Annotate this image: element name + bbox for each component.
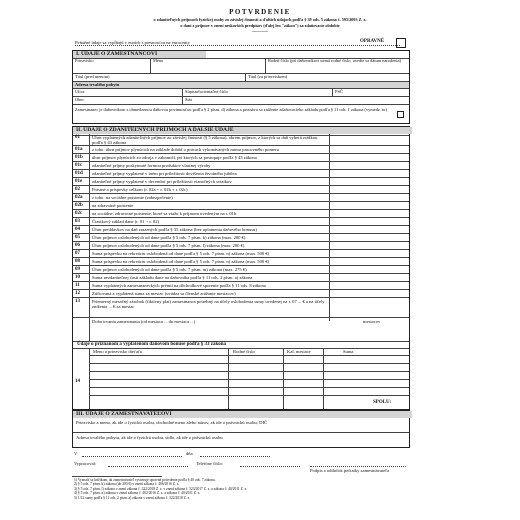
section-income [72,126,410,410]
income-row [73,242,409,250]
psc-field[interactable]: PSČ [333,89,409,97]
footnote-3: 3) § 5 ods. 7 písm. l) zákona v znení zákona č. 322/2018 Z. z. v znení zákona č. 523/2017 Z. z. a zákona č. 40/2011 Z. z. [74,486,248,491]
income-row [73,134,409,146]
row-value-field[interactable] [330,134,409,145]
currency-note: Peňažné údaje sa vypĺňajú v eurách s presnosťou na eurocenty [75,40,190,45]
income-row [73,234,409,242]
row-text: Suma príspevku na rekreáciu oslobodená od dane podľa § 5 ods. 7 písm. n) zákona (max. 500 €) [92,251,270,256]
row-number: 02 [75,187,80,192]
row-value-field[interactable] [330,274,409,281]
row-number: 01d [75,171,83,176]
row-value-field[interactable] [330,282,409,289]
row-value-field[interactable] [330,210,409,217]
row-text: Úhrn príjmov oslobodených od dane podľa § 5 ods. 7 písm. m) zákona (max. 275 €) [92,267,247,272]
row13-unit: mesiacov [363,319,381,324]
row-number: 11 [75,283,80,288]
row-number: 02a [75,195,83,200]
employer-name-field[interactable]: Priezvisko a meno, ak ide o fyzickú osobu, obchodné meno alebo názov, ak ide o právnickú osobu; DIČ [76,420,268,425]
row-value-field[interactable] [330,234,409,241]
place-field[interactable] [82,456,182,457]
row-number: 04 [75,227,80,232]
income-row [73,146,409,154]
address-heading: Adresa trvalého pobytu [73,82,409,89]
corrective-label: OPRAVNÉ [360,39,385,44]
bonus-col-months: Kal. mesiace [287,349,311,354]
row-text: z toho: na sociálne poistenie (zabezpečenie) [92,195,173,200]
row-number: 06 [75,243,80,248]
row-value-field[interactable] [330,194,409,201]
row-value-field[interactable] [330,202,409,209]
row-number: 13 [75,299,80,304]
section-employee [72,50,410,124]
row-value-field[interactable] [330,298,409,317]
limited-tax-checkbox[interactable] [397,111,404,118]
row-number: 02b [75,203,83,208]
row-number: 02c [75,211,83,216]
row-text: Čiastkový základ dane (r. 01 − r. 02) [92,219,160,224]
row-text: zdaniteľné príjmy vyplatené v decembri pri príležitosti vianočných sviatkov [92,179,232,184]
name-field[interactable]: Meno [151,58,266,74]
street-field[interactable]: Ulica [73,89,183,97]
title-after-field[interactable]: Titul (za priezviskom) [246,74,409,82]
income-row [73,258,409,266]
footnotes [74,478,408,500]
row-text: zdaniteľné príjmy vyplatené v iném pri príležitosti dovŕšenia životného jubilea [92,171,237,176]
place-label: V [74,451,78,456]
currency-rule [75,45,400,46]
income-row [73,298,409,318]
row-number: 03 [75,219,80,224]
row-value-field[interactable] [330,226,409,233]
country-field[interactable]: Štát [183,97,409,105]
row-number: 01e [75,179,83,184]
row-number: 05 [75,235,80,240]
row-value-field[interactable] [330,162,409,169]
title-before-field[interactable]: Titul (pred menom) [73,74,246,82]
income-row [73,186,409,194]
footnote-5: 5) 1/12 sumy podľa § 11 ods. 2 písm. a) zákona v znení zákona č. 322/2018 Z. z. [74,495,191,500]
bonus-col-sum: Suma [343,349,354,354]
row-text: na zdravotné poistenie [92,203,134,208]
page-title: POTVRDENIE [229,8,291,16]
municipality-field[interactable]: Obec [73,97,183,105]
footnote-2: 2) § 5 ods. 7 písm. k) zákona (do 200 €) v znení zákona č. 406/2016 Z. z. [74,482,180,487]
income-row [73,202,409,210]
row-value-field[interactable] [330,170,409,177]
income-row [73,250,409,258]
income-row [73,290,409,298]
row-value-field[interactable] [330,218,409,225]
row-number: 01b [75,155,83,160]
prepared-by-label: Vypracoval: [74,461,97,466]
income-row [73,178,409,186]
signature-field[interactable] [310,466,406,467]
subtitle-line-2: o dani z príjmov v znení neskorších predpisov (ďalej len "zákon") za zdaňovacie obdobie [180,22,340,28]
row-value-field[interactable] [330,186,409,193]
row-text: Úhrn príjmov oslobodených od dane podľa § 5 ods. 7 písm. k) zákona (max. 200 €) [92,235,246,240]
income-row [73,194,409,202]
row-number-14: 14 [75,379,80,384]
income-row [73,162,409,170]
bonus-total: SPOLU: [373,400,392,405]
row-value-field[interactable] [330,250,409,257]
row-text: Suma vyplatených zamestnaneckých prémií na dôchodkové sporenie podľa § 11 ods. 8 zákona [92,283,266,288]
phone-label: Telefóne číslo: [196,461,224,466]
row13-duration: Doba trvania zamestnania (od mesiaca ... do mesiaca ...) [92,319,196,324]
corrective-checkbox[interactable] [396,38,406,48]
section-employer [72,410,410,448]
row-number: 10 [75,275,80,280]
income-row [73,226,409,234]
income-row [73,170,409,178]
prepared-by-field[interactable] [108,466,188,467]
row-number: 09 [75,267,80,272]
section-income-title: II. ÚDAJE O ZDANITEĽNÝCH PRÍJMOCH A ĎALŠIE ÚDAJE [73,127,412,134]
row-text: na sociálne, zdravotné poistenie, ktoré sa viažu k príjmom uvedeným na r. 01b [92,211,237,216]
footnote-4: 4) § 5 ods. 7 písm. n) zákona v znení zákona č. 402/2016 Z. z. a zákona č. 40/2011 Z. z. [74,491,201,496]
row-text: Poistné a príspevky celkom (r. 02a + r. 02b + r. 02c) [92,187,188,192]
house-number-field[interactable]: Súpisné/orientačné číslo [183,89,333,97]
row-value-field[interactable] [330,146,409,153]
bonus-note: Zamestnanec je daňovníkom s obmedzenou daňovou povinnosťou podľa § 2 písm. d) zákona a priznáva sa zníženie zdaňovacieho základu podľa § 11 ods. 1 zákona (vymedz. tu) [75,107,387,112]
row-number: 01 [75,135,80,140]
employer-address-field[interactable]: Adresa trvalého pobytu, ak ide o fyzickú osobu, sídlo, ak ide o právnickú osobu [76,435,223,440]
row-number: 08 [75,259,80,264]
row-number: 07 [75,251,80,256]
bonus-col-birth: Rodné číslo [233,349,255,354]
period-field[interactable]: ............... [252,28,268,34]
row-number: 01a [75,147,83,152]
income-row [73,218,409,226]
date-label: dňa [186,451,193,456]
row-value-field[interactable] [330,242,409,249]
date-field[interactable] [200,456,270,457]
row-value-field[interactable] [330,266,409,273]
income-row [73,154,409,162]
surname-field[interactable]: Priezvisko [73,58,151,74]
income-row [73,266,409,274]
income-row [73,274,409,282]
row-text: Priemerný mesačný zárobok (fiktívny plat) zamestnanca potrebný na účely oslobodenia sumy uvedenej na r. 07 ... € a na účely zníženia ... € za mesiac [92,299,325,310]
bonus-title: Údaje o priznanom a vyplatenom daňovom bonuse podľa § 33 zákona [77,342,227,347]
row-text: Suma nezdaniteľnej časti základu dane na daňovníka podľa § 11 ods. 2 písm. a) zákona [92,275,253,280]
row-value-field[interactable] [330,178,409,185]
subtitle-line-1: o zdaniteľných príjmoch fyzickej osoby zo závislej činnosti a ďalších údajoch podľa § 39 ods. 5 zákona č. 595/2003 Z. z. [153,17,367,22]
row-text: z toho: úhrn príjmov plynúcich na základe dohôd o prácach vykonávaných mimo pracovného pomeru [92,147,279,152]
section-employer-title: III. ÚDAJE O ZAMESTNÁVATEĽOVI [73,411,412,418]
row-text: Úhrn vyplatených zdaniteľných príjmov zo závislej činnosti (§ 5 zákona), okrem príjmov, z ktorých sa daň vyberá zrážkou podľa § 43 zákona [92,135,318,146]
bonus-col-child: Meno a priezvisko dieťaťa [93,349,142,354]
footnote-1: 1) Vyznačí sa krížikom, ak zamestnávateľ vystavuje opravné potvrdenie podľa § 40 ods. 7 zákona. [74,478,216,482]
income-row [73,210,409,218]
row-value-field[interactable] [330,154,409,161]
row-text: Úhrn preddavkov na daň zrazených podľa § 35 zákona (bez uplatnenia daňového bonusu) [92,227,257,232]
row-value-field[interactable] [330,290,409,297]
signature-label: Podpis a odtlačok pečiatky zamestnávateľa [310,468,390,473]
income-row [73,282,409,290]
row-text: Zúčtovaná a vyplatená suma za mesiac (uvádza sa členské zrážanie mesiacov) [92,291,236,296]
page-subtitle [120,17,400,34]
row-number: 12 [75,291,80,296]
row-text: zdaniteľné príjmy poskytnuté formou produktov vlastnej výroby [92,163,211,168]
birth-number-field[interactable]: Rodné číslo (pri daňovníkovi nemá rodné číslo, uvedie sa dátum narodenia) [266,58,409,74]
row-number: 01c [75,163,83,168]
row-text: Úhrn príjmov oslobodených od dane podľa § 5 ods. 7 písm. l) zákona (max. 200 €) [92,243,245,248]
row-value-field[interactable] [330,258,409,265]
row-text: Suma príspevku na rekreáciu oslobodená od dane podľa § 5 ods. 7 písm. n) zákona (max. 500 €) [92,259,270,264]
footnote-rule [72,476,162,477]
phone-field[interactable] [240,466,300,467]
row-text: úhrn príjmov plynúcich zo zdroja v zahraničí, pri ktorých sa postupuje podľa § 45 zákona [92,155,257,160]
section-employee-title: I. ÚDAJE O ZAMESTNANCOVI [73,51,206,58]
